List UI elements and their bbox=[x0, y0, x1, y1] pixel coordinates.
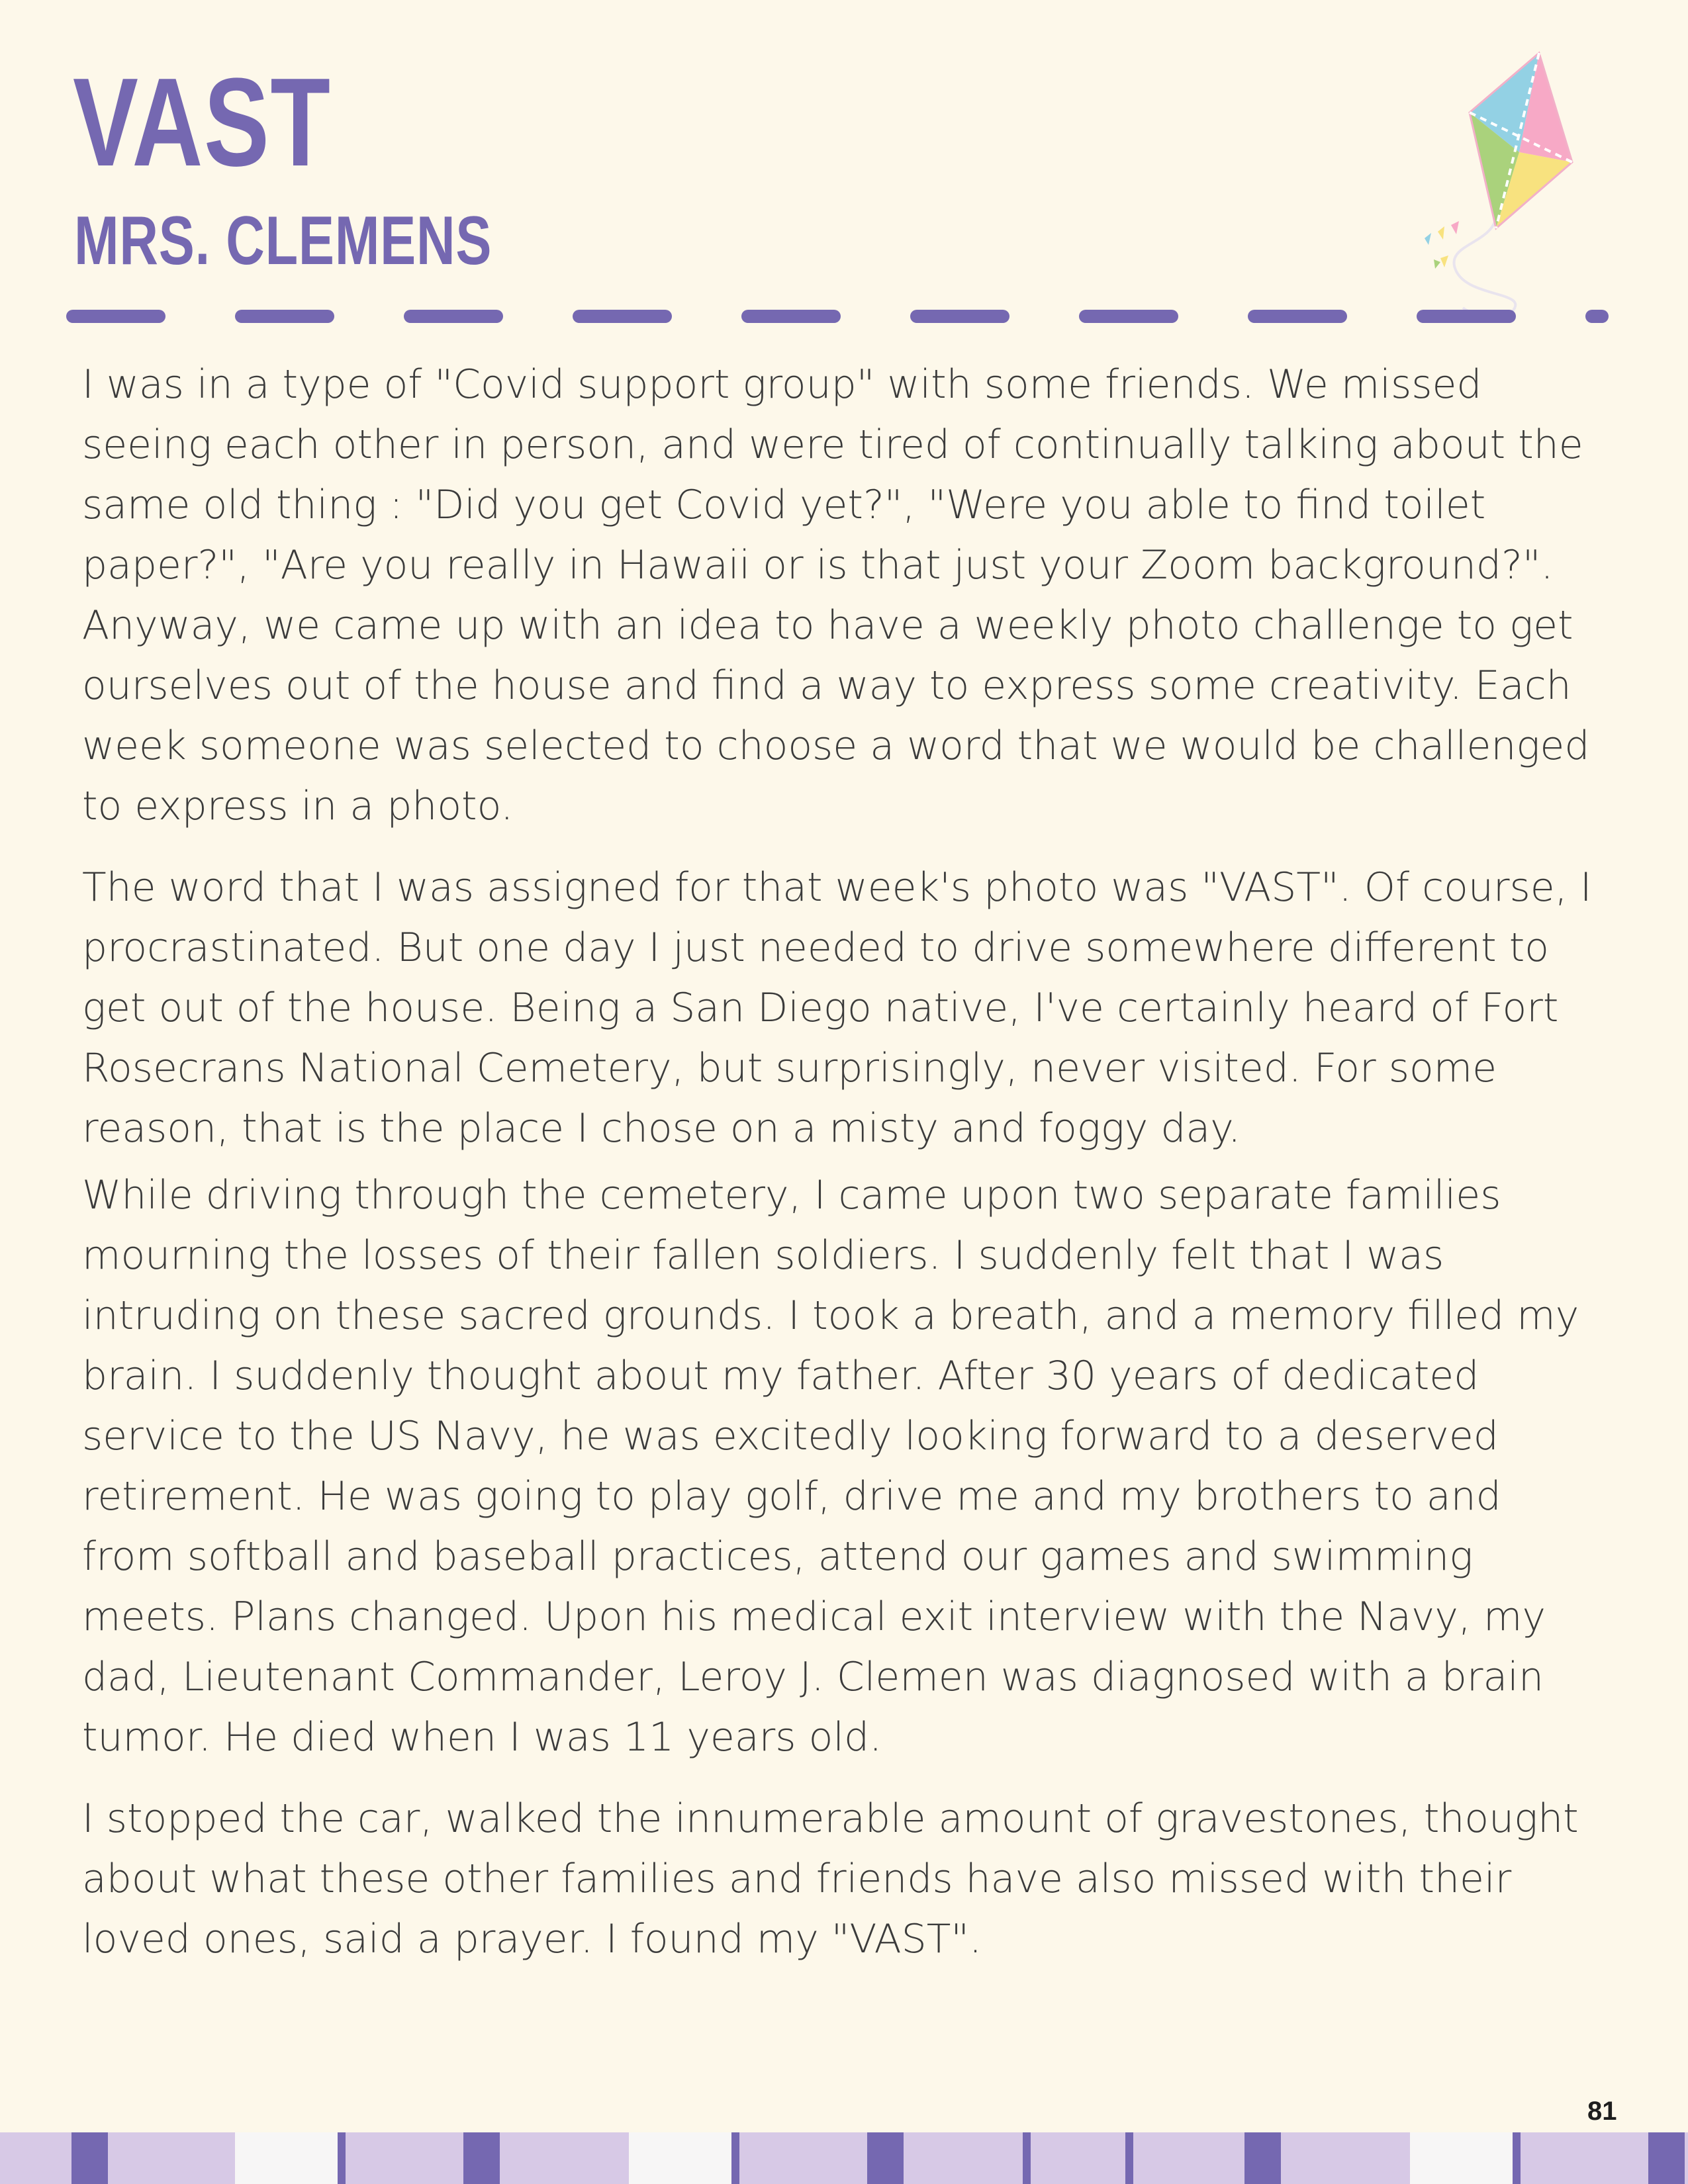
dashed-divider bbox=[66, 303, 1609, 330]
story-paragraph-1: I was in a type of "Covid support group" with some friends. We missed seeing each other in person, and were tired of continually talking about the same old thing : "Did you get Covid yet?", "Were you able to find toilet paper?", "Are you really in Hawaii or is that just your Zoom background?". Anyway, we came up with an idea to have a weekly photo challenge to get ourselves out of the house and find a way to express some creativity. Each week someone was selected to choose a word that we would be challenged to express in a photo. bbox=[82, 361, 1590, 829]
footer-stripe-bar bbox=[0, 2132, 1688, 2184]
story-body bbox=[82, 355, 1598, 1970]
page-title: VAST bbox=[73, 52, 332, 193]
page-number: 81 bbox=[1587, 2097, 1617, 2126]
story-paragraph-2: The word that I was assigned for that week's photo was "VAST". Of course, I procrastinated. But one day I just needed to drive somewhere different to get out of the house. Being a San Diego native, I've certainly heard of Fort Rosecrans National Cemetery, but surprisingly, never visited. For some reason, that is the place I chose on a misty and foggy day. bbox=[82, 864, 1592, 1152]
story-paragraph-3: While driving through the cemetery, I came upon two separate families mourning the losses of their fallen soldiers. I suddenly felt that I was intruding on these sacred grounds. I took a breath, and a memory filled my brain. I suddenly thought about my father. After 30 years of dedicated service to the US Navy, he was excitedly looking forward to a deserved retirement. He was going to play golf, drive me and my brothers to and from softball and baseball practices, attend our games and swimming meets. Plans changed. Upon his medical exit interview with the Navy, my dad, Lieutenant Commander, Leroy J. Clemen was diagnosed with a brain tumor. He died when I was 11 years old. bbox=[82, 1172, 1579, 1760]
kite-icon bbox=[1397, 46, 1595, 324]
author-name: MRS. CLEMENS bbox=[74, 203, 492, 279]
story-paragraph-4: I stopped the car, walked the innumerable amount of gravestones, thought about what these other families and friends have also missed with their loved ones, said a prayer. I found my "VAST". bbox=[82, 1796, 1579, 1962]
